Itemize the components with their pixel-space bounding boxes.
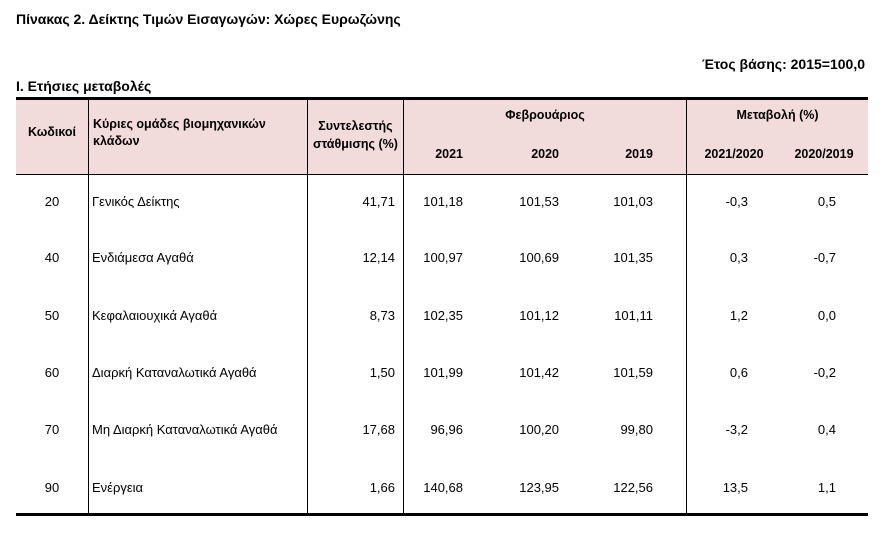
row-weight: 12,14 (362, 250, 395, 265)
row-value-2020: 100,69 (519, 250, 559, 265)
row-name: Μη Διαρκή Καταναλωτικά Αγαθά (92, 422, 278, 437)
header-change-2021-2020: 2021/2020 (704, 147, 764, 161)
row-name: Ενέργεια (92, 480, 144, 495)
row-change-2021-2020: -0,3 (725, 194, 748, 209)
row-value-2020: 123,95 (519, 480, 559, 495)
row-value-2020: 100,20 (519, 422, 559, 437)
row-change-2020-2019: 0,0 (817, 308, 836, 323)
col-divider (307, 100, 308, 513)
row-value-2021: 100,97 (423, 250, 463, 265)
row-name: Ενδιάμεσα Αγαθά (92, 250, 194, 265)
row-change-2021-2020: 13,5 (722, 480, 748, 495)
row-value-2021: 140,68 (423, 480, 463, 495)
row-change-2021-2020: 1,2 (729, 308, 748, 323)
row-value-2021: 96,96 (430, 422, 463, 437)
row-weight: 1,50 (369, 365, 395, 380)
row-change-2021-2020: 0,3 (729, 250, 748, 265)
col-divider (403, 100, 404, 513)
header-groups: Κύριες ομάδες βιομηχανικών κλάδων (93, 117, 266, 148)
row-value-2021: 101,18 (423, 194, 463, 209)
row-change-2020-2019: -0,2 (813, 365, 836, 380)
row-value-2021: 101,99 (423, 365, 463, 380)
row-value-2019: 122,56 (613, 480, 653, 495)
row-change-2021-2020: -3,2 (725, 422, 748, 437)
row-value-2019: 101,59 (613, 365, 653, 380)
bottom-rule (16, 513, 868, 516)
header-month: Φεβρουάριος (505, 108, 585, 122)
data-table (16, 97, 868, 517)
row-value-2020: 101,53 (519, 194, 559, 209)
row-code: 50 (44, 308, 60, 323)
row-change-2020-2019: 0,5 (817, 194, 836, 209)
row-code: 60 (44, 365, 60, 380)
row-code: 40 (44, 250, 60, 265)
col-divider (88, 100, 89, 513)
row-name: Κεφαλαιουχικά Αγαθά (92, 308, 218, 323)
top-rule (16, 97, 868, 100)
section-heading: Ι. Ετήσιες μεταβολές (16, 78, 152, 94)
row-code: 70 (44, 422, 60, 437)
row-value-2020: 101,42 (519, 365, 559, 380)
row-code: 20 (44, 194, 60, 209)
row-weight: 8,73 (369, 308, 395, 323)
row-weight: 17,68 (362, 422, 395, 437)
row-change-2021-2020: 0,6 (729, 365, 748, 380)
row-name: Γενικός Δείκτης (92, 194, 180, 209)
col-divider (686, 100, 687, 513)
row-value-2019: 101,11 (614, 308, 653, 323)
header-change: Μεταβολή (%) (736, 108, 819, 122)
base-year: Έτος βάσης: 2015=100,0 (702, 56, 865, 72)
header-year-2020: 2020 (531, 147, 559, 161)
row-value-2019: 99,80 (620, 422, 653, 437)
row-code: 90 (44, 480, 60, 495)
row-value-2019: 101,03 (613, 194, 653, 209)
header-code: Κωδικοί (27, 125, 77, 139)
row-value-2021: 102,35 (423, 308, 463, 323)
row-weight: 41,71 (362, 194, 395, 209)
header-year-2021: 2021 (435, 147, 463, 161)
row-change-2020-2019: 0,4 (817, 422, 836, 437)
row-change-2020-2019: -0,7 (813, 250, 836, 265)
row-value-2020: 101,12 (519, 308, 559, 323)
row-name: Διαρκή Καταναλωτικά Αγαθά (92, 365, 257, 380)
header-year-2019: 2019 (625, 147, 653, 161)
table-title: Πίνακας 2. Δείκτης Τιμών Εισαγωγών: Χώρες Ευρωζώνης (16, 11, 401, 27)
row-weight: 1,66 (369, 480, 395, 495)
header-weight: Συντελεστής στάθμισης (%) (313, 119, 398, 151)
header-rule (16, 174, 868, 175)
row-value-2019: 101,35 (613, 250, 653, 265)
header-change-2020-2019: 2020/2019 (794, 147, 854, 161)
row-change-2020-2019: 1,1 (817, 480, 836, 495)
